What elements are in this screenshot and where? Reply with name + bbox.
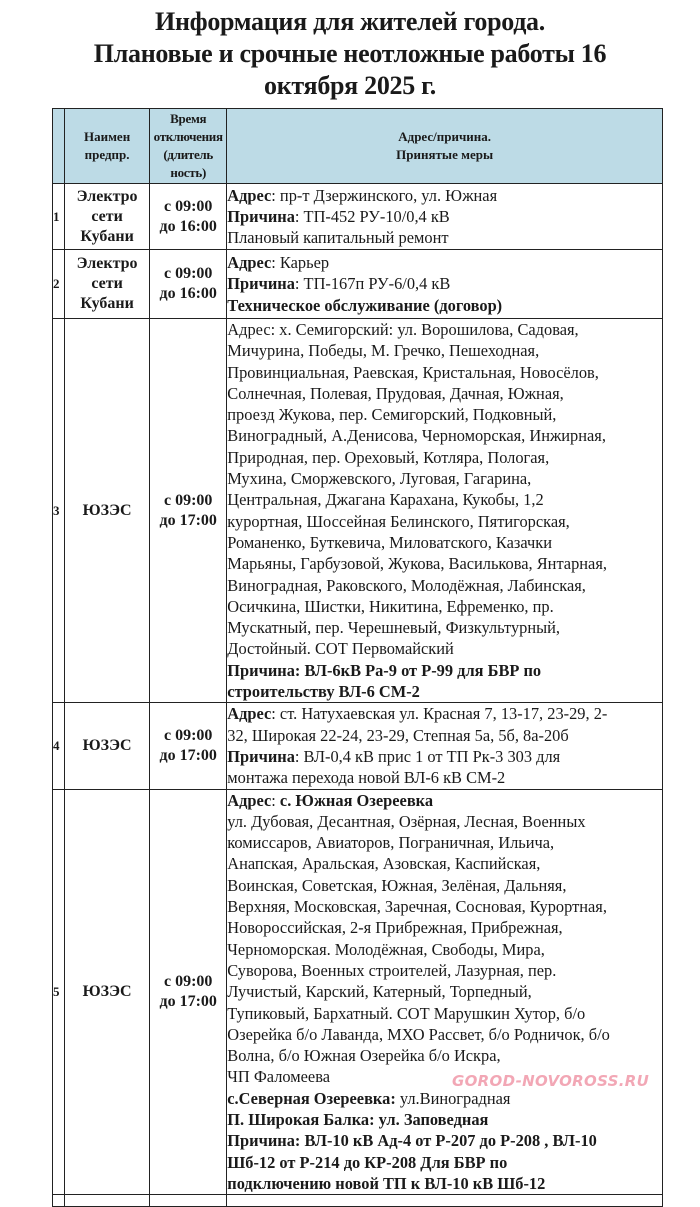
reason-value: : ТП-452 РУ-10/0,4 кВ <box>294 206 450 226</box>
reason-line <box>227 273 662 294</box>
row-number: 5 <box>53 789 65 1195</box>
address-place: с. Южная Озереевка <box>279 790 434 810</box>
address-line: Тупиковый, Бархатный. СОТ Марушкин Хутор, б/о <box>227 1003 586 1023</box>
cell-partial <box>53 1195 65 1207</box>
address-line: Природная, пер. Ореховый, Котляра, Пологая, <box>227 447 550 467</box>
row-time <box>150 184 227 250</box>
time-to: до 17:00 <box>159 511 217 529</box>
measures-line: Плановый капитальный ремонт <box>227 228 449 248</box>
address-line: Волна, б/о Южная Озерейка б/о Искра, <box>227 1046 501 1066</box>
table-header-row <box>53 109 663 184</box>
north-ozereevka-label: с.Северная Озереевка: <box>227 1088 396 1108</box>
reason-line: подключению новой ТП к ВЛ-10 кВ Шб-12 <box>227 1173 546 1193</box>
table-row <box>53 319 663 703</box>
header-address <box>227 109 663 184</box>
address-label: Адрес <box>227 790 272 810</box>
row-address-reason <box>227 703 663 789</box>
reason-label: Причина <box>227 206 295 226</box>
title-line-3: октября 2025 г. <box>264 71 436 100</box>
row-organization: Электро сети Кубани <box>65 250 150 319</box>
address-value: : ст. Натухаевская ул. Красная 7, 13-17, 23-29, 2- <box>271 704 608 724</box>
address-line: Достойный. СОТ Первомайский <box>227 639 454 659</box>
address-label: Адрес <box>227 704 272 724</box>
address-line: Солнечная, Полевая, Прудовая, Дачная, Южная, <box>227 383 564 403</box>
watermark: GOROD-NOVOROSS.RU <box>452 1072 650 1090</box>
reason-line <box>227 206 662 227</box>
address-line: Марьяны, Гарбузовой, Жукова, Василькова, Янтарная, <box>227 554 607 574</box>
row-organization: ЮЗЭС <box>65 703 150 789</box>
header-num <box>53 109 65 184</box>
table-row-partial <box>53 1195 663 1207</box>
address-line: ЧП Фаломеева <box>227 1067 331 1087</box>
row-organization: Электро сети Кубани <box>65 184 150 250</box>
table-row <box>53 789 663 1195</box>
address-line: Провинциальная, Раевская, Кристальная, Новосёлов, <box>227 362 599 382</box>
address-line: Романенко, Буткевича, Миловатского, Казачки <box>227 532 552 552</box>
time-from: с 09:00 <box>163 197 213 215</box>
time-from: с 09:00 <box>163 265 213 282</box>
reason-label: Причина <box>227 274 295 294</box>
address-line <box>227 790 662 811</box>
header-time-line-1: Время <box>170 111 207 126</box>
title-line-1: Информация для жителей города. <box>155 7 545 36</box>
time-from: с 09:00 <box>163 972 213 990</box>
row-address-reason <box>227 184 663 250</box>
address-line: Мичурина, Победы, М. Гречко, Пешеходная, <box>227 341 540 361</box>
row-time <box>150 789 227 1195</box>
address-line: Адрес: х. Семигорский: ул. Ворошилова, Садовая, <box>227 320 579 339</box>
reason-value: : ВЛ-0,4 кВ прис 1 от ТП Рк-3 303 для <box>294 746 561 766</box>
address-line: Лучистый, Карский, Катерный, Торпедный, <box>227 982 532 1002</box>
row-address-reason <box>227 319 663 703</box>
table-row <box>53 184 663 250</box>
header-time <box>150 109 227 184</box>
row-organization: ЮЗЭС <box>65 319 150 703</box>
row-time <box>150 703 227 789</box>
row-address-reason <box>227 789 663 1195</box>
address-line: комиссаров, Авиаторов, Пограничная, Ильича, <box>227 833 555 853</box>
row-time <box>150 319 227 703</box>
cell-partial <box>227 1195 663 1207</box>
row-time <box>150 250 227 319</box>
address-value: : Карьер <box>271 253 330 273</box>
header-address-line-1: Адрес/причина. <box>398 129 492 144</box>
address-line <box>227 185 662 206</box>
address-sep: : <box>271 790 280 810</box>
address-line: Виноградная, Раковского, Молодёжная, Лабинская, <box>227 575 586 595</box>
address-line: 32, Широкая 22-24, 23-29, Степная 5а, 5б, 8а-20б <box>227 725 569 745</box>
cell-partial <box>150 1195 227 1207</box>
reason-line: Причина: ВЛ-10 кВ Ад-4 от Р-207 до Р-208 , ВЛ-10 <box>227 1131 597 1151</box>
reason-line: Причина: ВЛ-6кВ Ра-9 от Р-99 для БВР по <box>227 660 542 680</box>
address-line: Мускатный, пер. Черешневый, Физкультурный, <box>227 618 561 638</box>
address-line <box>227 703 662 724</box>
header-time-line-2: отключения <box>153 129 223 144</box>
row-number: 2 <box>53 250 65 319</box>
reason-value: : ТП-167п РУ-6/0,4 кВ <box>294 274 451 294</box>
cell-partial <box>65 1195 150 1207</box>
time-to: до 16:00 <box>159 217 217 235</box>
address-line: Осичкина, Шистки, Никитина, Ефременко, пр. <box>227 596 554 616</box>
time-from: с 09:00 <box>163 726 213 744</box>
address-line: курортная, Шоссейная Белинского, Пятигорская, <box>227 511 570 531</box>
reason-line: строительству ВЛ-6 СМ-2 <box>227 682 420 702</box>
row-number: 4 <box>53 703 65 789</box>
header-address-line-2: Принятые меры <box>396 147 494 162</box>
address-label: Адрес <box>227 253 272 273</box>
address-line: Озерейка б/о Лаванда, МХО Рассвет, б/о Родничок, б/о <box>227 1024 610 1044</box>
row-organization: ЮЗЭС <box>65 789 150 1195</box>
header-org: Наимен предпр. <box>65 109 150 184</box>
north-ozereevka-value: ул.Виноградная <box>395 1088 511 1108</box>
address-line: Воинская, Советская, Южная, Зелёная, Дальняя, <box>227 875 567 895</box>
time-from: с 09:00 <box>163 491 213 509</box>
reason-line: монтажа перехода новой ВЛ-6 кВ СМ-2 <box>227 768 506 788</box>
row-number: 3 <box>53 319 65 703</box>
address-line: Анапская, Аральская, Азовская, Каспийская, <box>227 854 541 874</box>
address-line: Верхняя, Московская, Заречная, Сосновая, Курортная, <box>227 897 607 917</box>
north-ozereevka-line <box>227 1088 662 1109</box>
outage-schedule-table <box>52 108 663 1207</box>
row-number: 1 <box>53 184 65 250</box>
address-line: Черноморская. Молодёжная, Свободы, Мира, <box>227 939 545 959</box>
table-row <box>53 703 663 789</box>
table-row <box>53 250 663 319</box>
title-line-2: Плановые и срочные неотложные работы 16 <box>93 39 607 68</box>
reason-line <box>227 746 662 767</box>
header-time-line-4: ность) <box>170 165 206 180</box>
address-line: Виноградный, А.Денисова, Черноморская, Инжирная, <box>227 426 606 446</box>
address-label: Адрес <box>227 185 272 205</box>
reason-label: Причина <box>227 746 295 766</box>
measures-line: Техническое обслуживание (договор) <box>227 295 503 315</box>
address-line: Новороссийская, 2-я Прибрежная, Прибрежная, <box>227 918 563 938</box>
address-line: Мухина, Сморжевского, Луговая, Гагарина, <box>227 469 532 489</box>
page-title <box>0 6 700 102</box>
address-line: проезд Жукова, пер. Семигорский, Подковный, <box>227 405 557 425</box>
time-to: до 17:00 <box>159 992 217 1010</box>
address-value: : пр-т Дзержинского, ул. Южная <box>271 185 498 205</box>
address-line: Суворова, Военных строителей, Лазурная, пер. <box>227 960 557 980</box>
address-line <box>227 252 662 273</box>
header-time-line-3: (длитель <box>163 147 214 162</box>
address-line: ул. Дубовая, Десантная, Озёрная, Лесная, Военных <box>227 811 586 831</box>
time-to: до 17:00 <box>159 746 217 764</box>
row-address-reason <box>227 250 663 319</box>
time-to: до 16:00 <box>159 285 217 302</box>
address-line: Центральная, Джагана Карахана, Кукобы, 1,2 <box>227 490 544 510</box>
reason-line: Шб-12 от Р-214 до КР-208 Для БВР по <box>227 1152 508 1172</box>
shirokaya-balka-line: П. Широкая Балка: ул. Заповедная <box>227 1109 489 1129</box>
